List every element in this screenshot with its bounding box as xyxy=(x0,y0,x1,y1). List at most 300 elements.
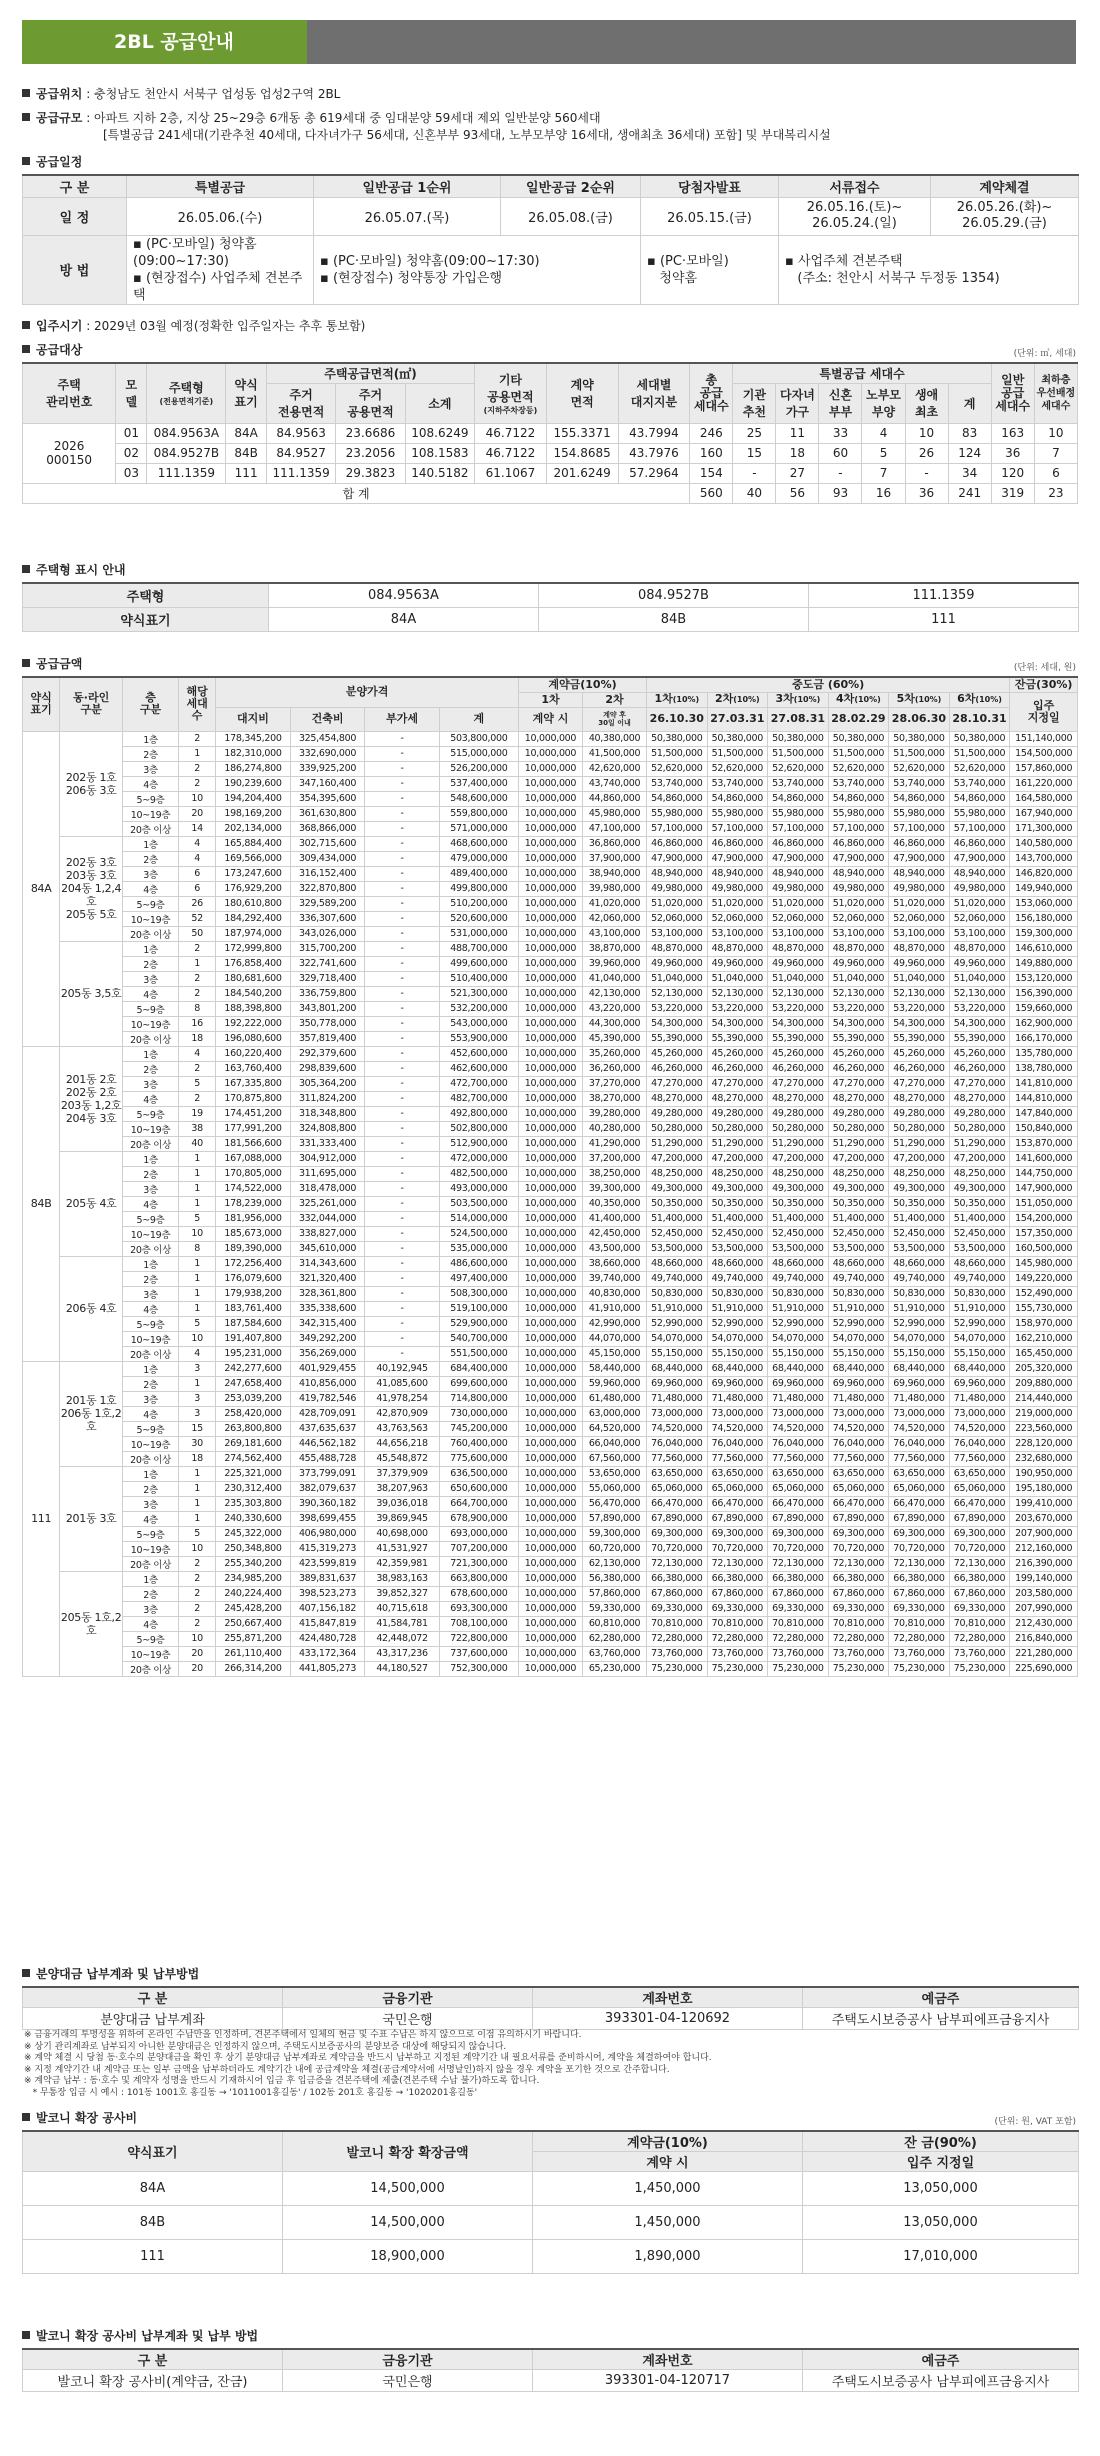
price-cell: 10~19층 xyxy=(123,1331,179,1346)
price-cell: 228,120,000 xyxy=(1010,1436,1078,1451)
price-row xyxy=(23,1091,1078,1106)
price-cell: 410,856,000 xyxy=(290,1376,365,1391)
display-title: 주택형 표시 안내 xyxy=(22,562,126,579)
price-cell: 235,303,800 xyxy=(216,1496,291,1511)
price-cell: 50,280,000 xyxy=(889,1121,950,1136)
price-cell: 63,650,000 xyxy=(889,1466,950,1481)
price-cell: 51,290,000 xyxy=(647,1136,708,1151)
price-cell: 69,300,000 xyxy=(768,1526,829,1541)
price-cell: 336,307,600 xyxy=(290,911,365,926)
price-cell: 65,230,000 xyxy=(583,1661,647,1676)
price-cell: 187,974,000 xyxy=(216,926,291,941)
price-cell: - xyxy=(365,1136,440,1151)
price-row xyxy=(23,1301,1078,1316)
price-cell: - xyxy=(365,1091,440,1106)
price-cell: 349,292,200 xyxy=(290,1331,365,1346)
price-cell: 526,200,000 xyxy=(439,761,518,776)
balcony-cell: 17,010,000 xyxy=(803,2240,1079,2274)
price-cell: 53,740,000 xyxy=(647,776,708,791)
price-cell: 75,230,000 xyxy=(889,1661,950,1676)
price-cell: 329,718,400 xyxy=(290,971,365,986)
target-cell: 46.7122 xyxy=(475,443,547,463)
price-cell: 53,100,000 xyxy=(828,926,889,941)
price-cell: 44,070,000 xyxy=(583,1331,647,1346)
price-cell: 636,500,000 xyxy=(439,1466,518,1481)
price-cell: 66,470,000 xyxy=(889,1496,950,1511)
price-cell: 69,960,000 xyxy=(828,1376,889,1391)
price-cell: 1 xyxy=(178,1181,215,1196)
balcony-cell: 84A xyxy=(23,2172,283,2206)
price-row xyxy=(23,1511,1078,1526)
price-cell: 42,130,000 xyxy=(583,986,647,1001)
target-cell: 01 xyxy=(116,423,147,443)
target-cell: 111 xyxy=(226,463,267,483)
price-cell: 50,380,000 xyxy=(889,731,950,746)
price-cell: 70,810,000 xyxy=(647,1616,708,1631)
price-cell: 50,830,000 xyxy=(889,1286,950,1301)
price-cell: 212,160,000 xyxy=(1010,1541,1078,1556)
price-cell: - xyxy=(365,1106,440,1121)
price-cell: 67,890,000 xyxy=(889,1511,950,1526)
price-cell: 10,000,000 xyxy=(518,1496,582,1511)
price-cell: 50 xyxy=(178,926,215,941)
price-cell: 722,800,000 xyxy=(439,1631,518,1646)
price-cell: 433,172,364 xyxy=(290,1646,365,1661)
target-cell: 36 xyxy=(991,443,1034,463)
price-row xyxy=(23,1556,1078,1571)
price-cell: 46,260,000 xyxy=(889,1061,950,1076)
target-cell: 60 xyxy=(819,443,862,463)
price-cell: 10,000,000 xyxy=(518,1646,582,1661)
price-cell: 212,430,000 xyxy=(1010,1616,1078,1631)
price-cell: 57,100,000 xyxy=(768,821,829,836)
price-cell: 69,300,000 xyxy=(949,1526,1010,1541)
price-cell: 46,860,000 xyxy=(949,836,1010,851)
price-cell: 10~19층 xyxy=(123,806,179,821)
price-cell: 54,300,000 xyxy=(889,1016,950,1031)
price-cell: 1층 xyxy=(123,1571,179,1586)
price-cell: 49,300,000 xyxy=(768,1181,829,1196)
target-cell: 43.7994 xyxy=(618,423,690,443)
price-cell: 140,580,000 xyxy=(1010,836,1078,851)
price-cell: 160,220,400 xyxy=(216,1046,291,1061)
price-cell: 55,390,000 xyxy=(707,1031,768,1046)
price-cell: 318,478,000 xyxy=(290,1181,365,1196)
price-cell: 472,700,000 xyxy=(439,1076,518,1091)
target-cell: 84B xyxy=(226,443,267,463)
price-cell: 551,500,000 xyxy=(439,1346,518,1361)
target-cell: 4 xyxy=(862,423,905,443)
price-row xyxy=(23,986,1078,1001)
price-cell: 76,040,000 xyxy=(647,1436,708,1451)
price-cell: 52,620,000 xyxy=(828,761,889,776)
price-cell: 73,000,000 xyxy=(647,1406,708,1421)
price-row xyxy=(23,971,1078,986)
target-cell: 084.9527B xyxy=(147,443,226,463)
price-cell: 10,000,000 xyxy=(518,1586,582,1601)
price-cell: 63,760,000 xyxy=(583,1646,647,1661)
price-cell: 51,020,000 xyxy=(768,896,829,911)
price-cell: 63,650,000 xyxy=(707,1466,768,1481)
price-cell: 55,150,000 xyxy=(707,1346,768,1361)
price-cell: 10,000,000 xyxy=(518,761,582,776)
price-cell: 253,039,200 xyxy=(216,1391,291,1406)
price-cell: 38,983,163 xyxy=(365,1571,440,1586)
price-row xyxy=(23,1061,1078,1076)
price-cell: 1층 xyxy=(123,941,179,956)
price-cell: 10,000,000 xyxy=(518,731,582,746)
price-cell: 51,040,000 xyxy=(707,971,768,986)
price-cell: 16 xyxy=(178,1016,215,1031)
price-row xyxy=(23,1136,1078,1151)
price-cell: 51,040,000 xyxy=(889,971,950,986)
price-cell: 52,450,000 xyxy=(647,1226,708,1241)
price-cell: 53,500,000 xyxy=(768,1241,829,1256)
price-cell: 70,810,000 xyxy=(949,1616,1010,1631)
price-cell: 708,100,000 xyxy=(439,1616,518,1631)
price-cell: 50,350,000 xyxy=(768,1196,829,1211)
price-cell: 172,999,800 xyxy=(216,941,291,956)
price-cell: 10,000,000 xyxy=(518,1151,582,1166)
price-cell: 58,440,000 xyxy=(583,1361,647,1376)
price-row xyxy=(23,926,1078,941)
price-cell: 207,900,000 xyxy=(1010,1526,1078,1541)
price-dong-cell: 201동 3호 xyxy=(60,1466,123,1571)
price-cell: 2 xyxy=(178,1601,215,1616)
price-cell: 47,200,000 xyxy=(828,1151,889,1166)
price-cell: 39,300,000 xyxy=(583,1181,647,1196)
price-cell: 75,230,000 xyxy=(707,1661,768,1676)
price-cell: 502,800,000 xyxy=(439,1121,518,1136)
price-cell: 46,260,000 xyxy=(647,1061,708,1076)
price-cell: 1층 xyxy=(123,1256,179,1271)
price-cell: 50,830,000 xyxy=(768,1286,829,1301)
price-cell: 70,720,000 xyxy=(647,1541,708,1556)
price-cell: 51,040,000 xyxy=(949,971,1010,986)
price-cell: 50,830,000 xyxy=(949,1286,1010,1301)
price-cell: 455,488,728 xyxy=(290,1451,365,1466)
price-row xyxy=(23,1436,1078,1451)
price-cell: 44,180,527 xyxy=(365,1661,440,1676)
price-cell: 51,020,000 xyxy=(828,896,889,911)
target-cell: 163 xyxy=(991,423,1034,443)
price-cell: 20층 이상 xyxy=(123,1661,179,1676)
price-cell: 1 xyxy=(178,1256,215,1271)
price-cell: 52,130,000 xyxy=(889,986,950,1001)
price-row xyxy=(23,836,1078,851)
price-cell: 8 xyxy=(178,1241,215,1256)
price-cell: 47,900,000 xyxy=(647,851,708,866)
price-cell: - xyxy=(365,1226,440,1241)
price-cell: 49,740,000 xyxy=(828,1271,889,1286)
price-cell: 54,860,000 xyxy=(768,791,829,806)
price-cell: 154,200,000 xyxy=(1010,1211,1078,1226)
price-cell: 10~19층 xyxy=(123,1226,179,1241)
target-cell: 29.3823 xyxy=(336,463,405,483)
price-cell: 389,831,637 xyxy=(290,1571,365,1586)
price-cell: 446,562,182 xyxy=(290,1436,365,1451)
price-cell: - xyxy=(365,926,440,941)
price-cell: 216,840,000 xyxy=(1010,1631,1078,1646)
price-cell: 52,130,000 xyxy=(707,986,768,1001)
price-cell: 49,280,000 xyxy=(889,1106,950,1121)
target-cell: 15 xyxy=(733,443,776,463)
price-cell: 65,060,000 xyxy=(828,1481,889,1496)
price-cell: 54,300,000 xyxy=(828,1016,889,1031)
price-cell: 49,740,000 xyxy=(707,1271,768,1286)
price-cell: 145,980,000 xyxy=(1010,1256,1078,1271)
target-cell: 27 xyxy=(776,463,819,483)
price-cell: 49,980,000 xyxy=(768,881,829,896)
price-cell: 77,560,000 xyxy=(828,1451,889,1466)
price-cell: 52,130,000 xyxy=(949,986,1010,1001)
price-cell: 138,780,000 xyxy=(1010,1061,1078,1076)
price-cell: 311,824,200 xyxy=(290,1091,365,1106)
price-cell: 2 xyxy=(178,1571,215,1586)
price-cell: 37,200,000 xyxy=(583,1151,647,1166)
price-cell: 2층 xyxy=(123,1586,179,1601)
price-cell: 10~19층 xyxy=(123,1541,179,1556)
price-cell: 54,860,000 xyxy=(889,791,950,806)
price-cell: 41,400,000 xyxy=(583,1211,647,1226)
price-cell: 53,100,000 xyxy=(707,926,768,941)
price-cell: 49,980,000 xyxy=(828,881,889,896)
price-cell: 68,440,000 xyxy=(707,1361,768,1376)
balcony-cell: 111 xyxy=(23,2240,283,2274)
price-cell: 721,300,000 xyxy=(439,1556,518,1571)
price-cell: 1 xyxy=(178,956,215,971)
price-cell: 65,060,000 xyxy=(768,1481,829,1496)
price-row xyxy=(23,1376,1078,1391)
price-cell: 10,000,000 xyxy=(518,1481,582,1496)
price-cell: 48,250,000 xyxy=(647,1166,708,1181)
price-cell: 47,900,000 xyxy=(828,851,889,866)
price-cell: 3층 xyxy=(123,1076,179,1091)
price-cell: 19 xyxy=(178,1106,215,1121)
price-cell: 66,040,000 xyxy=(583,1436,647,1451)
price-cell: 324,808,800 xyxy=(290,1121,365,1136)
price-cell: 55,150,000 xyxy=(949,1346,1010,1361)
price-cell: 66,380,000 xyxy=(889,1571,950,1586)
price-cell: 76,040,000 xyxy=(707,1436,768,1451)
banner-title: 2BL 공급안내 xyxy=(22,20,307,64)
price-cell: 50,280,000 xyxy=(768,1121,829,1136)
price-cell: 361,630,800 xyxy=(290,806,365,821)
price-cell: 488,700,000 xyxy=(439,941,518,956)
price-cell: 10,000,000 xyxy=(518,1346,582,1361)
price-cell: 70,810,000 xyxy=(707,1616,768,1631)
price-cell: 38 xyxy=(178,1121,215,1136)
price-cell: 269,181,600 xyxy=(216,1436,291,1451)
price-row xyxy=(23,1226,1078,1241)
price-cell: 69,330,000 xyxy=(707,1601,768,1616)
price-cell: 151,050,000 xyxy=(1010,1196,1078,1211)
price-dong-cell: 206동 4호 xyxy=(60,1256,123,1361)
target-cell: 5 xyxy=(862,443,905,463)
target-cell: 46.7122 xyxy=(475,423,547,443)
price-cell: 160,500,000 xyxy=(1010,1241,1078,1256)
price-cell: 354,395,600 xyxy=(290,791,365,806)
price-cell: 51,400,000 xyxy=(949,1211,1010,1226)
price-cell: 479,000,000 xyxy=(439,851,518,866)
price-cell: 752,300,000 xyxy=(439,1661,518,1676)
price-cell: 10,000,000 xyxy=(518,1001,582,1016)
target-cell: 154 xyxy=(690,463,733,483)
price-cell: 707,200,000 xyxy=(439,1541,518,1556)
price-cell: 205,320,000 xyxy=(1010,1361,1078,1376)
price-cell: 199,140,000 xyxy=(1010,1571,1078,1586)
price-cell: - xyxy=(365,836,440,851)
price-cell: 401,929,455 xyxy=(290,1361,365,1376)
balcony-row xyxy=(23,2206,1079,2240)
price-cell: 70,810,000 xyxy=(768,1616,829,1631)
target-cell: 61.1067 xyxy=(475,463,547,483)
price-row xyxy=(23,1016,1078,1031)
price-cell: 64,520,000 xyxy=(583,1421,647,1436)
price-cell: 40,280,000 xyxy=(583,1121,647,1136)
price-cell: - xyxy=(365,761,440,776)
price-cell: 492,800,000 xyxy=(439,1106,518,1121)
price-cell: 48,660,000 xyxy=(949,1256,1010,1271)
price-cell: 47,900,000 xyxy=(889,851,950,866)
price-cell: 325,454,800 xyxy=(290,731,365,746)
price-row xyxy=(23,821,1078,836)
price-row xyxy=(23,1616,1078,1631)
price-cell: 225,690,000 xyxy=(1010,1661,1078,1676)
price-cell: 69,330,000 xyxy=(647,1601,708,1616)
price-cell: 46,260,000 xyxy=(949,1061,1010,1076)
price-cell: 3 xyxy=(178,1391,215,1406)
price-cell: 209,880,000 xyxy=(1010,1376,1078,1391)
price-cell: 180,681,600 xyxy=(216,971,291,986)
price-cell: 51,500,000 xyxy=(889,746,950,761)
total-label: 합 계 xyxy=(23,483,690,503)
price-cell: 10,000,000 xyxy=(518,1466,582,1481)
price-cell: 1층 xyxy=(123,731,179,746)
price-cell: 493,000,000 xyxy=(439,1181,518,1196)
price-cell: 332,044,000 xyxy=(290,1211,365,1226)
price-cell: 343,801,200 xyxy=(290,1001,365,1016)
schedule-table: 구 분 특별공급 일반공급 1순위 일반공급 2순위 당첨자발표 서류접수 계약체결 일 정 26.05.06.(수) 26.05.07.(목) 26.05.08.(금) 26.05.15.(금) 26.05.16.(토)~ 26.05.24.(일) 26.05.26.(화)~ 26.05.29.(금) 방 법 ▪ (PC·모바일) 청약홈(09:00~17:30) ▪ (현장접수) 사업주체 견본주택 ▪ (PC·모바일) 청약홈(09:00~17:30) ▪ (현장접수) 청약통장 가입은행 ▪ (PC·모바일) 청약홈 ▪ 사업주체 견본주택 (주소: 천안시 서북구 두정동 1354) xyxy=(22,174,1079,305)
target-cell: 43.7976 xyxy=(618,443,690,463)
schedule-title: 공급일정 xyxy=(22,154,82,171)
target-cell: 155.3371 xyxy=(546,423,618,443)
price-cell: 165,884,400 xyxy=(216,836,291,851)
price-cell: 48,270,000 xyxy=(828,1091,889,1106)
balcony-cell: 13,050,000 xyxy=(803,2206,1079,2240)
price-cell: 66,380,000 xyxy=(707,1571,768,1586)
price-cell: 48,940,000 xyxy=(768,866,829,881)
price-cell: 48,870,000 xyxy=(949,941,1010,956)
price-cell: 55,980,000 xyxy=(647,806,708,821)
price-cell: 49,280,000 xyxy=(828,1106,889,1121)
price-cell: 42,450,000 xyxy=(583,1226,647,1241)
price-cell: - xyxy=(365,1301,440,1316)
total-cell: 40 xyxy=(733,483,776,503)
price-cell: 69,960,000 xyxy=(889,1376,950,1391)
price-cell: 50,350,000 xyxy=(949,1196,1010,1211)
price-cell: 57,100,000 xyxy=(949,821,1010,836)
price-cell: 48,660,000 xyxy=(707,1256,768,1271)
price-cell: 43,740,000 xyxy=(583,776,647,791)
price-cell: 45,260,000 xyxy=(647,1046,708,1061)
price-cell: 2층 xyxy=(123,1166,179,1181)
price-cell: 10 xyxy=(178,1631,215,1646)
price-cell: 49,280,000 xyxy=(707,1106,768,1121)
price-cell: 247,658,400 xyxy=(216,1376,291,1391)
price-cell: 350,778,000 xyxy=(290,1016,365,1031)
price-row xyxy=(23,1256,1078,1271)
price-dong-cell: 201동 2호 202동 2호 203동 1,2호 204동 3호 xyxy=(60,1046,123,1151)
price-cell: 149,880,000 xyxy=(1010,956,1078,971)
price-cell: 40,350,000 xyxy=(583,1196,647,1211)
price-cell: 10,000,000 xyxy=(518,971,582,986)
price-cell: 4 xyxy=(178,1046,215,1061)
price-cell: 73,760,000 xyxy=(889,1646,950,1661)
price-cell: 328,361,800 xyxy=(290,1286,365,1301)
price-cell: 223,560,000 xyxy=(1010,1421,1078,1436)
price-cell: 49,980,000 xyxy=(707,881,768,896)
balcony-cell: 84B xyxy=(23,2206,283,2240)
price-cell: 52,450,000 xyxy=(768,1226,829,1241)
price-cell: 225,321,000 xyxy=(216,1466,291,1481)
price-cell: 69,300,000 xyxy=(828,1526,889,1541)
price-cell: 49,280,000 xyxy=(647,1106,708,1121)
price-cell: 347,160,400 xyxy=(290,776,365,791)
price-cell: 203,670,000 xyxy=(1010,1511,1078,1526)
price-cell: 70,810,000 xyxy=(889,1616,950,1631)
price-cell: 4층 xyxy=(123,776,179,791)
price-cell: 189,390,000 xyxy=(216,1241,291,1256)
price-cell: 10,000,000 xyxy=(518,746,582,761)
price-cell: 322,870,800 xyxy=(290,881,365,896)
price-cell: 41,290,000 xyxy=(583,1136,647,1151)
price-cell: 305,364,200 xyxy=(290,1076,365,1091)
price-cell: 46,860,000 xyxy=(647,836,708,851)
price-cell: 571,000,000 xyxy=(439,821,518,836)
price-cell: - xyxy=(365,1286,440,1301)
price-cell: 190,950,000 xyxy=(1010,1466,1078,1481)
price-cell: 482,500,000 xyxy=(439,1166,518,1181)
target-cell: 84A xyxy=(226,423,267,443)
price-row xyxy=(23,1361,1078,1376)
price-cell: 3 xyxy=(178,1406,215,1421)
price-cell: 398,699,455 xyxy=(290,1511,365,1526)
price-cell: 20층 이상 xyxy=(123,1241,179,1256)
price-row xyxy=(23,761,1078,776)
price-cell: 77,560,000 xyxy=(647,1451,708,1466)
price-cell: 10,000,000 xyxy=(518,1091,582,1106)
price-cell: 42,870,909 xyxy=(365,1406,440,1421)
price-cell: 1층 xyxy=(123,1361,179,1376)
price-cell: 67,860,000 xyxy=(647,1586,708,1601)
price-dong-cell: 205동 1호,2호 xyxy=(60,1571,123,1676)
price-cell: 51,910,000 xyxy=(647,1301,708,1316)
price-cell: 8 xyxy=(178,1001,215,1016)
price-cell: 55,060,000 xyxy=(583,1481,647,1496)
price-cell: - xyxy=(365,821,440,836)
price-cell: 407,156,182 xyxy=(290,1601,365,1616)
price-cell: 10,000,000 xyxy=(518,896,582,911)
price-cell: 55,150,000 xyxy=(647,1346,708,1361)
price-cell: 69,960,000 xyxy=(768,1376,829,1391)
target-cell: 111.1359 xyxy=(266,463,335,483)
price-cell: 50,830,000 xyxy=(828,1286,889,1301)
price-cell: 10,000,000 xyxy=(518,1136,582,1151)
price-row xyxy=(23,776,1078,791)
price-cell: 67,860,000 xyxy=(768,1586,829,1601)
price-cell: 258,420,000 xyxy=(216,1406,291,1421)
